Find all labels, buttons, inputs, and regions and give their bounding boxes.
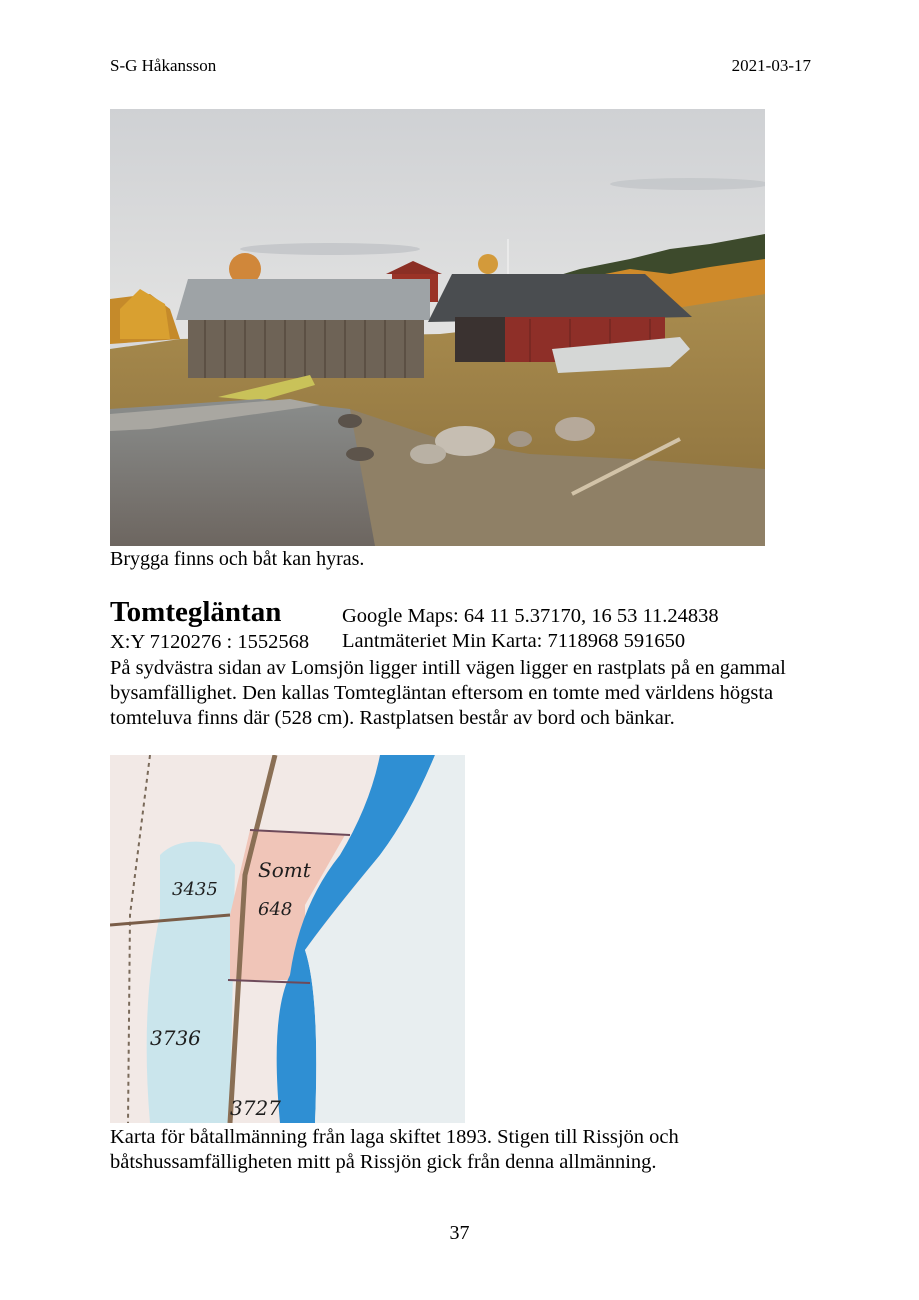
- section-title: Tomtegläntan: [110, 596, 282, 628]
- map-label-3736: 3736: [150, 1026, 201, 1050]
- photo-caption: Brygga finns och båt kan hyras.: [110, 548, 365, 570]
- map-label-3435: 3435: [172, 879, 218, 900]
- lantmateriet-coordinates: Lantmäteriet Min Karta: 7118968 591650: [342, 630, 686, 652]
- header-author: S-G Håkansson: [110, 56, 217, 75]
- page-number: 37: [449, 1222, 470, 1244]
- map-label-648: 648: [258, 899, 293, 920]
- boathouse-photo: [110, 109, 765, 546]
- map-caption: Karta för båtallmänning från laga skiftet 1893. Stigen till Rissjön och båtshussamfälligheten mitt på Rissjön gick från denna allmänning.: [110, 1126, 679, 1173]
- map-label-somt: Somt: [258, 858, 311, 882]
- section-paragraph: På sydvästra sidan av Lomsjön ligger intill vägen ligger en rastplats på en gammal bysamfällighet. Den kallas Tomtegläntan eftersom en tomte med världens högsta tomteluva finns där (528 cm). Rastplatsen består av bord och bänkar.: [110, 657, 786, 729]
- header-date: 2021-03-17: [731, 56, 811, 75]
- map-label-3727: 3727: [230, 1096, 281, 1120]
- google-maps-coordinates: Google Maps: 64 11 5.37170, 16 53 11.24838: [342, 605, 719, 627]
- historic-map-image: [110, 755, 465, 1123]
- xy-coordinates: X:Y 7120276 : 1552568: [110, 631, 310, 653]
